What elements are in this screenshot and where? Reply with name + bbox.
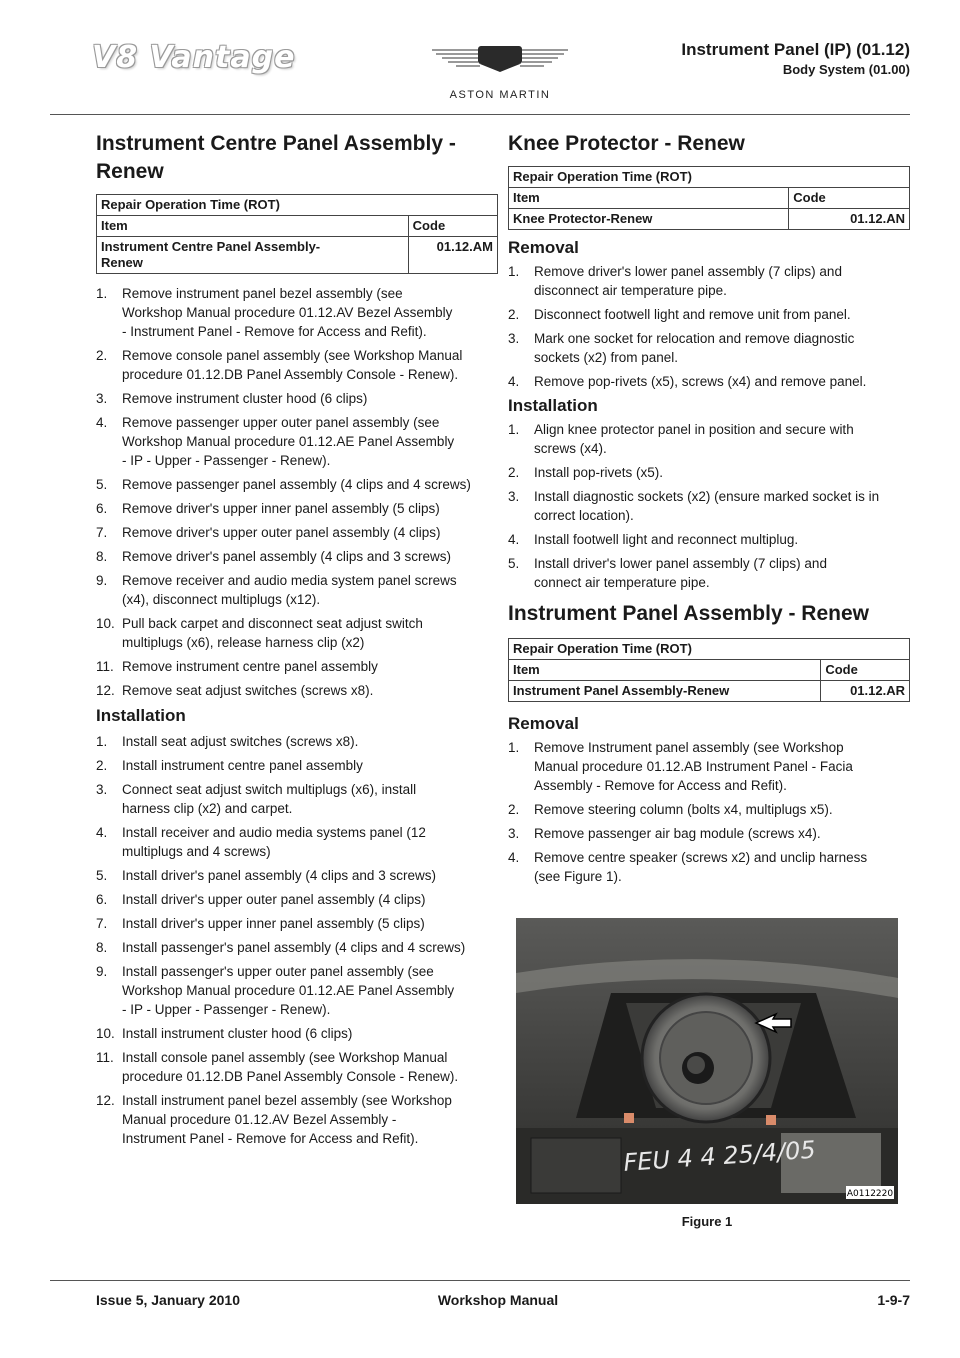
step-number: 9. xyxy=(96,964,108,979)
step-text: correct location). xyxy=(534,508,634,523)
step-text: procedure 01.12.DB Panel Assembly Console - Renew). xyxy=(122,367,459,382)
step-text: Remove driver's lower panel assembly (7 clips) and xyxy=(534,264,842,279)
step-text: Install seat adjust switches (screws x8). xyxy=(122,734,359,749)
installation-steps-list xyxy=(96,732,498,1148)
step-text: Install console panel assembly (see Workshop Manual xyxy=(122,1050,448,1065)
step-item xyxy=(508,463,910,482)
step-number: 1. xyxy=(508,740,520,755)
step-number: 1. xyxy=(96,734,108,749)
step-item xyxy=(96,389,498,408)
step-item xyxy=(508,824,910,843)
step-number: 4. xyxy=(96,415,108,430)
ip-removal-heading: Removal xyxy=(508,714,579,733)
rot-item-header: Item xyxy=(97,216,409,237)
step-number: 7. xyxy=(96,916,108,931)
step-text: Remove driver's panel assembly (4 clips and 3 screws) xyxy=(122,549,451,564)
step-text: - IP - Upper - Passenger - Renew). xyxy=(122,1002,331,1017)
step-text: (x4), disconnect multiplugs (x12). xyxy=(122,592,321,607)
step-item xyxy=(508,554,910,592)
speaker-photo xyxy=(516,918,898,1204)
step-item xyxy=(96,962,498,1019)
step-item xyxy=(96,1048,498,1086)
step-text: Install instrument cluster hood (6 clips) xyxy=(122,1026,353,1041)
step-text: Install driver's upper inner panel assembly (5 clips) xyxy=(122,916,425,931)
step-number: 2. xyxy=(508,307,520,322)
step-number: 9. xyxy=(96,573,108,588)
step-text: Install passenger's upper outer panel assembly (see xyxy=(122,964,434,979)
step-text: Remove Instrument panel assembly (see Workshop xyxy=(534,740,844,755)
step-number: 3. xyxy=(508,331,520,346)
step-text: Install instrument panel bezel assembly (see Workshop xyxy=(122,1093,452,1108)
step-text: Remove instrument panel bezel assembly (see xyxy=(122,286,403,301)
step-number: 1. xyxy=(508,264,520,279)
step-text: screws (x4). xyxy=(534,441,607,456)
step-text: disconnect air temperature pipe. xyxy=(534,283,727,298)
footer-rule xyxy=(50,1280,910,1281)
step-item xyxy=(96,547,498,566)
step-text: Remove instrument centre panel assembly xyxy=(122,659,378,674)
step-text: Workshop Manual procedure 01.12.AE Panel Assembly xyxy=(122,434,455,449)
step-item xyxy=(96,346,498,384)
handwriting-label: FEU 4 4 25/4/05 xyxy=(622,1135,817,1177)
step-text: Mark one socket for relocation and remove diagnostic xyxy=(534,331,855,346)
right-column xyxy=(508,130,910,891)
step-text: Remove pop-rivets (x5), screws (x4) and remove panel. xyxy=(534,374,867,389)
step-number: 5. xyxy=(508,556,520,571)
step-number: 10. xyxy=(96,1026,115,1041)
step-text: sockets (x2) from panel. xyxy=(534,350,679,365)
page-subtitle: Body System (01.00) xyxy=(782,62,910,77)
step-item xyxy=(96,523,498,542)
step-item xyxy=(508,305,910,324)
installation-heading: Installation xyxy=(96,706,186,725)
step-text: Align knee protector panel in position and secure with xyxy=(534,422,854,437)
step-number: 2. xyxy=(508,802,520,817)
step-number: 4. xyxy=(508,374,520,389)
photo-id-label: A0112220 xyxy=(846,1189,894,1199)
step-item xyxy=(96,657,498,676)
step-number: 1. xyxy=(508,422,520,437)
step-text: - Instrument Panel - Remove for Access and Refit). xyxy=(122,324,427,339)
step-item xyxy=(96,614,498,652)
step-text: Install driver's panel assembly (4 clips and 3 screws) xyxy=(122,868,436,883)
step-item xyxy=(96,890,498,909)
step-number: 6. xyxy=(96,501,108,516)
step-text: Manual procedure 01.12.AV Bezel Assembly - xyxy=(122,1112,397,1127)
step-item xyxy=(96,571,498,609)
step-item xyxy=(508,262,910,300)
step-item xyxy=(96,284,498,341)
step-number: 8. xyxy=(96,940,108,955)
step-text: Remove centre speaker (screws x2) and unclip harness xyxy=(534,850,868,865)
step-item xyxy=(96,475,498,494)
rot-table-knee-protector xyxy=(508,166,910,230)
removal-steps-list xyxy=(96,284,498,700)
figure-1-photo xyxy=(516,918,898,1204)
footer-page-number: 1-9-7 xyxy=(877,1292,910,1308)
rot-item: Knee Protector-Renew xyxy=(509,209,789,230)
rot-code: 01.12.AN xyxy=(789,209,910,230)
step-item xyxy=(96,499,498,518)
left-column xyxy=(96,130,498,1153)
step-item xyxy=(508,738,910,795)
footer-manual: Workshop Manual xyxy=(437,1292,559,1308)
step-item xyxy=(508,420,910,458)
step-text: Connect seat adjust switch multiplugs (x6), install xyxy=(122,782,417,797)
footer-issue: Issue 5, January 2010 xyxy=(96,1292,240,1308)
step-number: 5. xyxy=(96,868,108,883)
step-number: 7. xyxy=(96,525,108,540)
step-item xyxy=(96,914,498,933)
step-text: Remove passenger upper outer panel assembly (see xyxy=(122,415,440,430)
step-text: Install passenger's panel assembly (4 clips and 4 screws) xyxy=(122,940,466,955)
step-number: 5. xyxy=(96,477,108,492)
rot-table-centre-panel xyxy=(96,194,498,274)
knee-installation-heading: Installation xyxy=(508,396,598,415)
step-text: Remove console panel assembly (see Workshop Manual xyxy=(122,348,463,363)
step-item xyxy=(96,1024,498,1043)
step-item xyxy=(508,800,910,819)
step-number: 8. xyxy=(96,549,108,564)
rot-title: Repair Operation Time (ROT) xyxy=(509,167,910,188)
step-text: (see Figure 1). xyxy=(534,869,622,884)
step-item xyxy=(508,487,910,525)
figure-caption: Figure 1 xyxy=(681,1214,733,1229)
section-title-knee-protector: Knee Protector - Renew xyxy=(508,132,745,155)
header-rule xyxy=(50,114,910,115)
step-number: 1. xyxy=(96,286,108,301)
step-text: Install receiver and audio media systems panel (12 xyxy=(122,825,426,840)
step-item xyxy=(96,1091,498,1148)
step-item xyxy=(508,372,910,391)
step-text: procedure 01.12.DB Panel Assembly Console - Renew). xyxy=(122,1069,459,1084)
step-item xyxy=(508,848,910,886)
step-number: 3. xyxy=(96,782,108,797)
step-text: multiplugs and 4 screws) xyxy=(122,844,271,859)
step-text: Pull back carpet and disconnect seat adjust switch xyxy=(122,616,423,631)
step-text: Install instrument centre panel assembly xyxy=(122,758,363,773)
page-header xyxy=(681,40,910,77)
step-number: 12. xyxy=(96,683,115,698)
step-number: 12. xyxy=(96,1093,115,1108)
rot-item: Instrument Panel Assembly-Renew xyxy=(509,681,821,702)
aston-martin-logo xyxy=(430,40,570,101)
step-item xyxy=(96,780,498,818)
step-text: Remove passenger air bag module (screws x4). xyxy=(534,826,821,841)
step-text: Manual procedure 01.12.AB Instrument Panel - Facia xyxy=(534,759,853,774)
step-text: multiplugs (x6), release harness clip (x2) xyxy=(122,635,365,650)
step-number: 11. xyxy=(96,659,114,674)
rot-item: Instrument Centre Panel Assembly- Renew xyxy=(97,237,409,274)
step-number: 4. xyxy=(508,850,520,865)
aston-martin-wings-icon xyxy=(430,40,570,76)
step-text: Remove driver's upper outer panel assembly (4 clips) xyxy=(122,525,441,540)
step-number: 2. xyxy=(96,758,108,773)
step-item xyxy=(96,732,498,751)
step-text: Remove seat adjust switches (screws x8). xyxy=(122,683,374,698)
step-item xyxy=(508,329,910,367)
step-text: Assembly - Remove for Access and Refit). xyxy=(534,778,787,793)
step-text: Install diagnostic sockets (x2) (ensure marked socket is in xyxy=(534,489,880,504)
step-text: Remove passenger panel assembly (4 clips and 4 screws) xyxy=(122,477,471,492)
v8-vantage-logo: V8 Vantage xyxy=(92,40,296,75)
knee-removal-heading: Removal xyxy=(508,238,579,257)
step-item xyxy=(508,530,910,549)
rot-item-header: Item xyxy=(509,188,789,209)
step-item xyxy=(96,681,498,700)
step-number: 3. xyxy=(508,489,520,504)
section-title-centre-panel: Instrument Centre Panel Assembly - Renew xyxy=(96,132,456,183)
page-title: Instrument Panel (IP) (01.12) xyxy=(681,40,910,59)
ip-removal-steps-list xyxy=(508,738,910,886)
step-item xyxy=(96,823,498,861)
section-title-instrument-panel: Instrument Panel Assembly - Renew xyxy=(508,602,869,625)
rot-code-header: Code xyxy=(408,216,497,237)
step-text: Remove driver's upper inner panel assembly (5 clips) xyxy=(122,501,440,516)
step-text: Install footwell light and reconnect multiplug. xyxy=(534,532,799,547)
step-text: Disconnect footwell light and remove unit from panel. xyxy=(534,307,851,322)
step-number: 6. xyxy=(96,892,108,907)
step-number: 3. xyxy=(508,826,520,841)
step-item xyxy=(96,866,498,885)
step-item xyxy=(96,938,498,957)
step-text: Remove instrument cluster hood (6 clips) xyxy=(122,391,368,406)
rot-table-instrument-panel xyxy=(508,638,910,702)
rot-title: Repair Operation Time (ROT) xyxy=(97,195,498,216)
step-number: 4. xyxy=(96,825,108,840)
step-text: Install driver's lower panel assembly (7 clips) and xyxy=(534,556,827,571)
step-text: Remove receiver and audio media system panel screws xyxy=(122,573,457,588)
step-number: 11. xyxy=(96,1050,114,1065)
step-number: 3. xyxy=(96,391,108,406)
step-number: 2. xyxy=(96,348,108,363)
aston-martin-wordmark: ASTON MARTIN xyxy=(449,89,551,101)
step-text: Install driver's upper outer panel assembly (4 clips) xyxy=(122,892,426,907)
knee-installation-steps-list xyxy=(508,420,910,592)
rot-code-header: Code xyxy=(789,188,910,209)
rot-code-header: Code xyxy=(821,660,910,681)
rot-item-header: Item xyxy=(509,660,821,681)
step-text: connect air temperature pipe. xyxy=(534,575,710,590)
step-number: 10. xyxy=(96,616,115,631)
step-text: Workshop Manual procedure 01.12.AV Bezel Assembly xyxy=(122,305,453,320)
step-number: 4. xyxy=(508,532,520,547)
step-item xyxy=(96,413,498,470)
step-text: Workshop Manual procedure 01.12.AE Panel Assembly xyxy=(122,983,455,998)
knee-removal-steps-list xyxy=(508,262,910,391)
step-text: Instrument Panel - Remove for Access and Refit). xyxy=(122,1131,419,1146)
step-item xyxy=(96,756,498,775)
rot-title: Repair Operation Time (ROT) xyxy=(509,639,910,660)
rot-code: 01.12.AM xyxy=(408,237,497,274)
step-text: Remove steering column (bolts x4, multiplugs x5). xyxy=(534,802,833,817)
step-text: harness clip (x2) and carpet. xyxy=(122,801,293,816)
step-text: - IP - Upper - Passenger - Renew). xyxy=(122,453,331,468)
rot-code: 01.12.AR xyxy=(821,681,910,702)
step-text: Install pop-rivets (x5). xyxy=(534,465,664,480)
step-number: 2. xyxy=(508,465,520,480)
